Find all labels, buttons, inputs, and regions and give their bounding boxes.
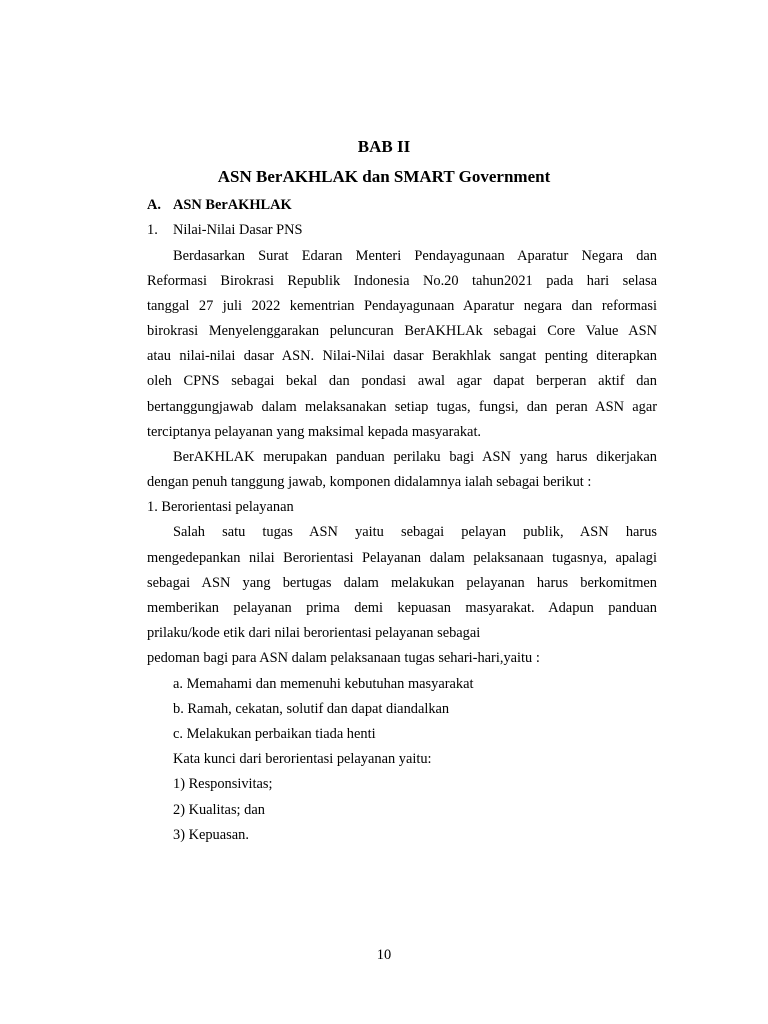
list-item: a. Memahami dan memenuhi kebutuhan masyarakat bbox=[173, 676, 474, 692]
keywords-intro: Kata kunci dari berorientasi pelayanan yaitu: bbox=[173, 751, 432, 767]
paragraph-line: memberikan pelayanan prima demi kepuasan masyarakat. Adapun panduan bbox=[147, 600, 657, 616]
paragraph-line: birokrasi Menyelenggarakan peluncuran BerAKHLAk sebagai Core Value ASN bbox=[147, 323, 657, 339]
section-marker: A. bbox=[147, 197, 161, 213]
keyword-item: 2) Kualitas; dan bbox=[173, 802, 265, 818]
paragraph-line: atau nilai-nilai dasar ASN. Nilai-Nilai dasar Berakhlak sangat penting diterapkan bbox=[147, 348, 657, 364]
chapter-title: ASN BerAKHLAK dan SMART Government bbox=[217, 167, 551, 186]
paragraph-line: Salah satu tugas ASN yaitu sebagai pelayan publik, ASN harus bbox=[173, 524, 657, 540]
keyword-item: 3) Kepuasan. bbox=[173, 827, 249, 843]
paragraph-line: terciptanya pelayanan yang maksimal kepada masyarakat. bbox=[147, 424, 482, 440]
subsection-title: Nilai-Nilai Dasar PNS bbox=[173, 222, 303, 238]
section-title: ASN BerAKHLAK bbox=[173, 197, 292, 213]
list-item: b. Ramah, cekatan, solutif dan dapat diandalkan bbox=[173, 701, 450, 717]
paragraph-line: BerAKHLAK merupakan panduan perilaku bagi ASN yang harus dikerjakan bbox=[173, 449, 657, 465]
paragraph-line: oleh CPNS sebagai bekal dan pondasi awal agar dapat berperan aktif dan bbox=[147, 373, 657, 389]
page-number: 10 bbox=[376, 947, 392, 963]
paragraph-line: pedoman bagi para ASN dalam pelaksanaan tugas sehari-hari,yaitu : bbox=[147, 650, 540, 666]
subsection-heading bbox=[147, 220, 657, 240]
list-item: c. Melakukan perbaikan tiada henti bbox=[173, 726, 376, 742]
list-heading: 1. Berorientasi pelayanan bbox=[147, 499, 294, 515]
paragraph-line: bertanggungjawab dalam melaksanakan setiap tugas, fungsi, dan peran ASN agar bbox=[147, 399, 657, 415]
paragraph-line: mengedepankan nilai Berorientasi Pelayanan dalam pelaksanaan tugasnya, apalagi bbox=[147, 550, 657, 566]
paragraph-line: Berdasarkan Surat Edaran Menteri Pendayagunaan Aparatur Negara dan bbox=[173, 248, 657, 264]
paragraph-line: sebagai ASN yang bertugas dalam melakukan pelayanan harus berkomitmen bbox=[147, 575, 657, 591]
paragraph-line: dengan penuh tanggung jawab, komponen didalamnya ialah sebagai berikut : bbox=[147, 474, 592, 490]
subsection-marker: 1. bbox=[147, 222, 158, 238]
section-heading bbox=[147, 195, 657, 215]
keyword-item: 1) Responsivitas; bbox=[173, 776, 273, 792]
paragraph-line: Reformasi Birokrasi Republik Indonesia No.20 tahun2021 pada hari selasa bbox=[147, 273, 657, 289]
chapter-number: BAB II bbox=[357, 137, 411, 156]
paragraph-line: tanggal 27 juli 2022 kementrian Pendayagunaan Aparatur negara dan reformasi bbox=[147, 298, 657, 314]
paragraph-line: prilaku/kode etik dari nilai berorientasi pelayanan sebagai bbox=[147, 625, 481, 641]
